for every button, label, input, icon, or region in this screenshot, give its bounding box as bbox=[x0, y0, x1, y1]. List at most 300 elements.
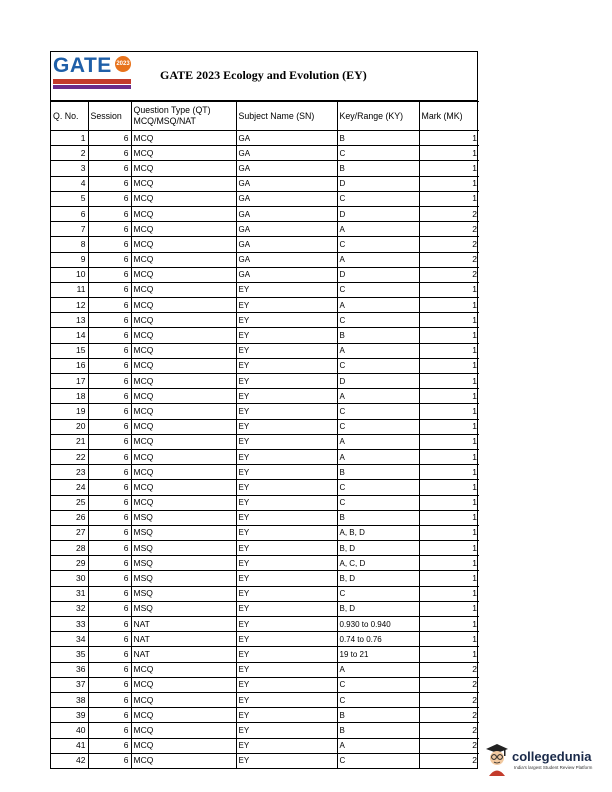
cell-question-type: MSQ bbox=[131, 525, 236, 540]
cell-qno: 37 bbox=[51, 677, 88, 692]
cell-mark: 1 bbox=[419, 389, 479, 404]
col-header-session: Session bbox=[88, 102, 131, 131]
cell-key: C bbox=[337, 480, 419, 495]
cell-mark: 1 bbox=[419, 343, 479, 358]
cell-qno: 31 bbox=[51, 586, 88, 601]
cell-key: B bbox=[337, 510, 419, 525]
cell-key: A bbox=[337, 222, 419, 237]
cell-qno: 25 bbox=[51, 495, 88, 510]
table-header-row bbox=[51, 102, 479, 131]
cell-session: 6 bbox=[88, 632, 131, 647]
table-row bbox=[51, 389, 479, 404]
logo-band-secondary bbox=[53, 85, 131, 89]
table-row bbox=[51, 176, 479, 191]
cell-question-type: MCQ bbox=[131, 146, 236, 161]
cell-session: 6 bbox=[88, 465, 131, 480]
cell-qno: 39 bbox=[51, 708, 88, 723]
cell-key: B bbox=[337, 723, 419, 738]
cell-mark: 1 bbox=[419, 495, 479, 510]
cell-qno: 5 bbox=[51, 191, 88, 206]
cell-mark: 1 bbox=[419, 556, 479, 571]
cell-question-type: MCQ bbox=[131, 237, 236, 252]
cell-qno: 15 bbox=[51, 343, 88, 358]
table-row bbox=[51, 222, 479, 237]
cell-question-type: MCQ bbox=[131, 131, 236, 146]
cell-key: C bbox=[337, 358, 419, 373]
cell-session: 6 bbox=[88, 617, 131, 632]
cell-subject: EY bbox=[236, 434, 337, 449]
logo-text: GATE bbox=[53, 54, 112, 77]
cell-question-type: MCQ bbox=[131, 313, 236, 328]
cell-subject: EY bbox=[236, 617, 337, 632]
cell-question-type: MCQ bbox=[131, 206, 236, 221]
cell-mark: 1 bbox=[419, 419, 479, 434]
cell-question-type: MCQ bbox=[131, 495, 236, 510]
cell-subject: EY bbox=[236, 510, 337, 525]
cell-key: D bbox=[337, 267, 419, 282]
table-row bbox=[51, 298, 479, 313]
cell-subject: EY bbox=[236, 449, 337, 464]
cell-key: C bbox=[337, 586, 419, 601]
cell-question-type: NAT bbox=[131, 647, 236, 662]
cell-subject: EY bbox=[236, 465, 337, 480]
cell-question-type: MSQ bbox=[131, 556, 236, 571]
table-row bbox=[51, 343, 479, 358]
cell-session: 6 bbox=[88, 434, 131, 449]
cell-session: 6 bbox=[88, 146, 131, 161]
cell-subject: EY bbox=[236, 738, 337, 753]
table-row bbox=[51, 525, 479, 540]
cell-session: 6 bbox=[88, 708, 131, 723]
cell-session: 6 bbox=[88, 237, 131, 252]
brand-name: collegedunia bbox=[512, 749, 592, 764]
cell-question-type: NAT bbox=[131, 632, 236, 647]
cell-key: A bbox=[337, 434, 419, 449]
table-row bbox=[51, 708, 479, 723]
cell-session: 6 bbox=[88, 510, 131, 525]
cell-session: 6 bbox=[88, 692, 131, 707]
cell-question-type: MSQ bbox=[131, 541, 236, 556]
cell-mark: 2 bbox=[419, 267, 479, 282]
cell-session: 6 bbox=[88, 176, 131, 191]
table-row bbox=[51, 556, 479, 571]
cell-subject: EY bbox=[236, 419, 337, 434]
cell-qno: 9 bbox=[51, 252, 88, 267]
cell-subject: GA bbox=[236, 146, 337, 161]
table-row bbox=[51, 753, 479, 768]
cell-mark: 1 bbox=[419, 601, 479, 616]
cell-session: 6 bbox=[88, 191, 131, 206]
graduate-avatar-icon bbox=[484, 741, 510, 777]
cell-session: 6 bbox=[88, 313, 131, 328]
col-header-question-type: Question Type (QT) MCQ/MSQ/NAT bbox=[131, 102, 236, 131]
cell-subject: EY bbox=[236, 601, 337, 616]
collegedunia-watermark bbox=[484, 741, 612, 781]
cell-subject: EY bbox=[236, 647, 337, 662]
table-row bbox=[51, 495, 479, 510]
cell-key: C bbox=[337, 753, 419, 768]
cell-key: A bbox=[337, 449, 419, 464]
cell-question-type: MSQ bbox=[131, 510, 236, 525]
logo-year-badge: 2023 bbox=[115, 56, 131, 72]
cell-mark: 2 bbox=[419, 677, 479, 692]
table-row bbox=[51, 662, 479, 677]
table-row bbox=[51, 480, 479, 495]
cell-mark: 1 bbox=[419, 328, 479, 343]
table-row bbox=[51, 617, 479, 632]
cell-mark: 1 bbox=[419, 313, 479, 328]
cell-mark: 1 bbox=[419, 510, 479, 525]
cell-key: 0.930 to 0.940 bbox=[337, 617, 419, 632]
cell-key: B bbox=[337, 465, 419, 480]
table-row bbox=[51, 404, 479, 419]
cell-session: 6 bbox=[88, 738, 131, 753]
cell-mark: 2 bbox=[419, 222, 479, 237]
cell-question-type: MCQ bbox=[131, 677, 236, 692]
cell-question-type: MCQ bbox=[131, 662, 236, 677]
cell-session: 6 bbox=[88, 206, 131, 221]
table-row bbox=[51, 374, 479, 389]
cell-qno: 35 bbox=[51, 647, 88, 662]
cell-key: C bbox=[337, 692, 419, 707]
cell-question-type: MCQ bbox=[131, 389, 236, 404]
cell-qno: 13 bbox=[51, 313, 88, 328]
cell-question-type: MSQ bbox=[131, 601, 236, 616]
cell-mark: 1 bbox=[419, 176, 479, 191]
cell-subject: EY bbox=[236, 495, 337, 510]
cell-session: 6 bbox=[88, 525, 131, 540]
cell-mark: 2 bbox=[419, 692, 479, 707]
cell-question-type: MCQ bbox=[131, 692, 236, 707]
cell-key: A, B, D bbox=[337, 525, 419, 540]
answer-key-sheet bbox=[50, 51, 478, 769]
table-row bbox=[51, 146, 479, 161]
cell-qno: 23 bbox=[51, 465, 88, 480]
cell-mark: 2 bbox=[419, 738, 479, 753]
cell-mark: 2 bbox=[419, 662, 479, 677]
cell-key: B bbox=[337, 131, 419, 146]
cell-session: 6 bbox=[88, 328, 131, 343]
col-header-mark: Mark (MK) bbox=[419, 102, 479, 131]
cell-mark: 1 bbox=[419, 647, 479, 662]
cell-key: C bbox=[337, 282, 419, 297]
cell-key: C bbox=[337, 313, 419, 328]
cell-subject: GA bbox=[236, 191, 337, 206]
cell-mark: 1 bbox=[419, 131, 479, 146]
table-row bbox=[51, 571, 479, 586]
cell-question-type: MCQ bbox=[131, 374, 236, 389]
cell-question-type: MCQ bbox=[131, 358, 236, 373]
cell-mark: 1 bbox=[419, 586, 479, 601]
cell-qno: 33 bbox=[51, 617, 88, 632]
cell-mark: 2 bbox=[419, 723, 479, 738]
table-row bbox=[51, 692, 479, 707]
cell-qno: 16 bbox=[51, 358, 88, 373]
cell-qno: 17 bbox=[51, 374, 88, 389]
cell-question-type: MCQ bbox=[131, 267, 236, 282]
cell-subject: GA bbox=[236, 206, 337, 221]
cell-qno: 6 bbox=[51, 206, 88, 221]
cell-key: C bbox=[337, 191, 419, 206]
cell-subject: GA bbox=[236, 267, 337, 282]
cell-question-type: MCQ bbox=[131, 434, 236, 449]
cell-subject: EY bbox=[236, 328, 337, 343]
cell-key: C bbox=[337, 146, 419, 161]
cell-key: A bbox=[337, 252, 419, 267]
logo-band bbox=[53, 79, 131, 84]
cell-question-type: MCQ bbox=[131, 282, 236, 297]
cell-session: 6 bbox=[88, 161, 131, 176]
cell-question-type: MCQ bbox=[131, 738, 236, 753]
cell-question-type: MCQ bbox=[131, 176, 236, 191]
cell-subject: EY bbox=[236, 586, 337, 601]
cell-question-type: MCQ bbox=[131, 723, 236, 738]
cell-mark: 1 bbox=[419, 298, 479, 313]
cell-subject: EY bbox=[236, 480, 337, 495]
cell-subject: EY bbox=[236, 282, 337, 297]
cell-mark: 2 bbox=[419, 708, 479, 723]
cell-question-type: MCQ bbox=[131, 298, 236, 313]
cell-key: C bbox=[337, 495, 419, 510]
cell-qno: 24 bbox=[51, 480, 88, 495]
cell-key: A bbox=[337, 389, 419, 404]
cell-mark: 1 bbox=[419, 525, 479, 540]
cell-qno: 2 bbox=[51, 146, 88, 161]
table-row bbox=[51, 586, 479, 601]
table-row bbox=[51, 161, 479, 176]
cell-session: 6 bbox=[88, 556, 131, 571]
cell-subject: EY bbox=[236, 541, 337, 556]
cell-session: 6 bbox=[88, 343, 131, 358]
cell-session: 6 bbox=[88, 222, 131, 237]
cell-session: 6 bbox=[88, 252, 131, 267]
table-row bbox=[51, 191, 479, 206]
cell-key: B, D bbox=[337, 601, 419, 616]
cell-key: D bbox=[337, 176, 419, 191]
col-header-subject: Subject Name (SN) bbox=[236, 102, 337, 131]
cell-subject: EY bbox=[236, 708, 337, 723]
cell-mark: 1 bbox=[419, 465, 479, 480]
cell-session: 6 bbox=[88, 449, 131, 464]
cell-qno: 1 bbox=[51, 131, 88, 146]
col-header-qno: Q. No. bbox=[51, 102, 88, 131]
cell-session: 6 bbox=[88, 723, 131, 738]
cell-mark: 1 bbox=[419, 374, 479, 389]
cell-question-type: MSQ bbox=[131, 571, 236, 586]
cell-key: D bbox=[337, 374, 419, 389]
cell-qno: 26 bbox=[51, 510, 88, 525]
table-row bbox=[51, 541, 479, 556]
cell-key: B bbox=[337, 708, 419, 723]
cell-qno: 42 bbox=[51, 753, 88, 768]
cell-question-type: MCQ bbox=[131, 404, 236, 419]
cell-key: B bbox=[337, 328, 419, 343]
table-row bbox=[51, 237, 479, 252]
cell-mark: 1 bbox=[419, 571, 479, 586]
cell-qno: 34 bbox=[51, 632, 88, 647]
cell-mark: 2 bbox=[419, 753, 479, 768]
cell-mark: 1 bbox=[419, 617, 479, 632]
cell-subject: GA bbox=[236, 161, 337, 176]
cell-key: C bbox=[337, 677, 419, 692]
cell-session: 6 bbox=[88, 131, 131, 146]
cell-mark: 2 bbox=[419, 206, 479, 221]
table-row bbox=[51, 647, 479, 662]
cell-key: C bbox=[337, 419, 419, 434]
answer-key-table bbox=[51, 101, 479, 768]
cell-qno: 40 bbox=[51, 723, 88, 738]
cell-key: A bbox=[337, 662, 419, 677]
table-row bbox=[51, 282, 479, 297]
cell-subject: EY bbox=[236, 313, 337, 328]
cell-session: 6 bbox=[88, 267, 131, 282]
cell-session: 6 bbox=[88, 419, 131, 434]
cell-subject: EY bbox=[236, 677, 337, 692]
cell-subject: EY bbox=[236, 692, 337, 707]
cell-session: 6 bbox=[88, 374, 131, 389]
table-row bbox=[51, 313, 479, 328]
cell-qno: 12 bbox=[51, 298, 88, 313]
table-row bbox=[51, 434, 479, 449]
cell-mark: 1 bbox=[419, 541, 479, 556]
cell-mark: 2 bbox=[419, 237, 479, 252]
cell-session: 6 bbox=[88, 753, 131, 768]
cell-subject: EY bbox=[236, 723, 337, 738]
cell-qno: 22 bbox=[51, 449, 88, 464]
cell-qno: 30 bbox=[51, 571, 88, 586]
cell-qno: 10 bbox=[51, 267, 88, 282]
cell-session: 6 bbox=[88, 282, 131, 297]
cell-session: 6 bbox=[88, 404, 131, 419]
cell-subject: EY bbox=[236, 358, 337, 373]
cell-question-type: MCQ bbox=[131, 191, 236, 206]
cell-mark: 1 bbox=[419, 161, 479, 176]
cell-mark: 1 bbox=[419, 282, 479, 297]
table-row bbox=[51, 601, 479, 616]
cell-key: A bbox=[337, 343, 419, 358]
brand-tagline: India's largest Student Review Platform bbox=[514, 765, 593, 770]
cell-mark: 2 bbox=[419, 252, 479, 267]
cell-mark: 1 bbox=[419, 480, 479, 495]
col-header-key: Key/Range (KY) bbox=[337, 102, 419, 131]
cell-subject: EY bbox=[236, 525, 337, 540]
cell-key: A bbox=[337, 298, 419, 313]
cell-session: 6 bbox=[88, 571, 131, 586]
table-row bbox=[51, 206, 479, 221]
cell-mark: 1 bbox=[419, 191, 479, 206]
table-row bbox=[51, 632, 479, 647]
cell-key: C bbox=[337, 404, 419, 419]
cell-mark: 1 bbox=[419, 146, 479, 161]
cell-subject: EY bbox=[236, 632, 337, 647]
cell-subject: GA bbox=[236, 176, 337, 191]
cell-session: 6 bbox=[88, 647, 131, 662]
cell-qno: 14 bbox=[51, 328, 88, 343]
table-row bbox=[51, 267, 479, 282]
cell-qno: 41 bbox=[51, 738, 88, 753]
cell-key: B, D bbox=[337, 541, 419, 556]
cell-key: B, D bbox=[337, 571, 419, 586]
table-row bbox=[51, 419, 479, 434]
cell-key: A bbox=[337, 738, 419, 753]
cell-question-type: MCQ bbox=[131, 252, 236, 267]
table-row bbox=[51, 510, 479, 525]
table-row bbox=[51, 252, 479, 267]
cell-subject: GA bbox=[236, 222, 337, 237]
table-row bbox=[51, 723, 479, 738]
cell-qno: 38 bbox=[51, 692, 88, 707]
cell-key: C bbox=[337, 237, 419, 252]
cell-question-type: MCQ bbox=[131, 449, 236, 464]
cell-session: 6 bbox=[88, 298, 131, 313]
table-row bbox=[51, 677, 479, 692]
cell-subject: GA bbox=[236, 237, 337, 252]
cell-subject: EY bbox=[236, 374, 337, 389]
cell-key: D bbox=[337, 206, 419, 221]
cell-question-type: MCQ bbox=[131, 708, 236, 723]
gate-logo bbox=[53, 55, 135, 95]
cell-question-type: MSQ bbox=[131, 586, 236, 601]
cell-question-type: MCQ bbox=[131, 419, 236, 434]
sheet-header bbox=[51, 52, 477, 101]
cell-qno: 32 bbox=[51, 601, 88, 616]
cell-qno: 7 bbox=[51, 222, 88, 237]
cell-qno: 19 bbox=[51, 404, 88, 419]
cell-qno: 8 bbox=[51, 237, 88, 252]
cell-qno: 11 bbox=[51, 282, 88, 297]
cell-qno: 36 bbox=[51, 662, 88, 677]
cell-key: 0.74 to 0.76 bbox=[337, 632, 419, 647]
cell-session: 6 bbox=[88, 662, 131, 677]
cell-subject: EY bbox=[236, 753, 337, 768]
cell-session: 6 bbox=[88, 358, 131, 373]
cell-subject: EY bbox=[236, 556, 337, 571]
table-row bbox=[51, 465, 479, 480]
cell-subject: GA bbox=[236, 131, 337, 146]
cell-question-type: MCQ bbox=[131, 480, 236, 495]
cell-session: 6 bbox=[88, 541, 131, 556]
cell-subject: GA bbox=[236, 252, 337, 267]
cell-question-type: NAT bbox=[131, 617, 236, 632]
cell-subject: EY bbox=[236, 404, 337, 419]
cell-question-type: MCQ bbox=[131, 753, 236, 768]
cell-subject: EY bbox=[236, 571, 337, 586]
cell-question-type: MCQ bbox=[131, 465, 236, 480]
table-row bbox=[51, 131, 479, 146]
cell-key: A, C, D bbox=[337, 556, 419, 571]
cell-mark: 1 bbox=[419, 632, 479, 647]
cell-key: B bbox=[337, 161, 419, 176]
cell-session: 6 bbox=[88, 601, 131, 616]
cell-question-type: MCQ bbox=[131, 161, 236, 176]
cell-question-type: MCQ bbox=[131, 328, 236, 343]
cell-qno: 29 bbox=[51, 556, 88, 571]
cell-subject: EY bbox=[236, 343, 337, 358]
cell-question-type: MCQ bbox=[131, 343, 236, 358]
cell-qno: 18 bbox=[51, 389, 88, 404]
cell-subject: EY bbox=[236, 298, 337, 313]
table-row bbox=[51, 328, 479, 343]
cell-session: 6 bbox=[88, 586, 131, 601]
cell-qno: 21 bbox=[51, 434, 88, 449]
table-row bbox=[51, 738, 479, 753]
cell-qno: 27 bbox=[51, 525, 88, 540]
cell-qno: 3 bbox=[51, 161, 88, 176]
page-title: GATE 2023 Ecology and Evolution (EY) bbox=[160, 68, 367, 82]
cell-subject: EY bbox=[236, 662, 337, 677]
cell-mark: 1 bbox=[419, 434, 479, 449]
table-row bbox=[51, 449, 479, 464]
